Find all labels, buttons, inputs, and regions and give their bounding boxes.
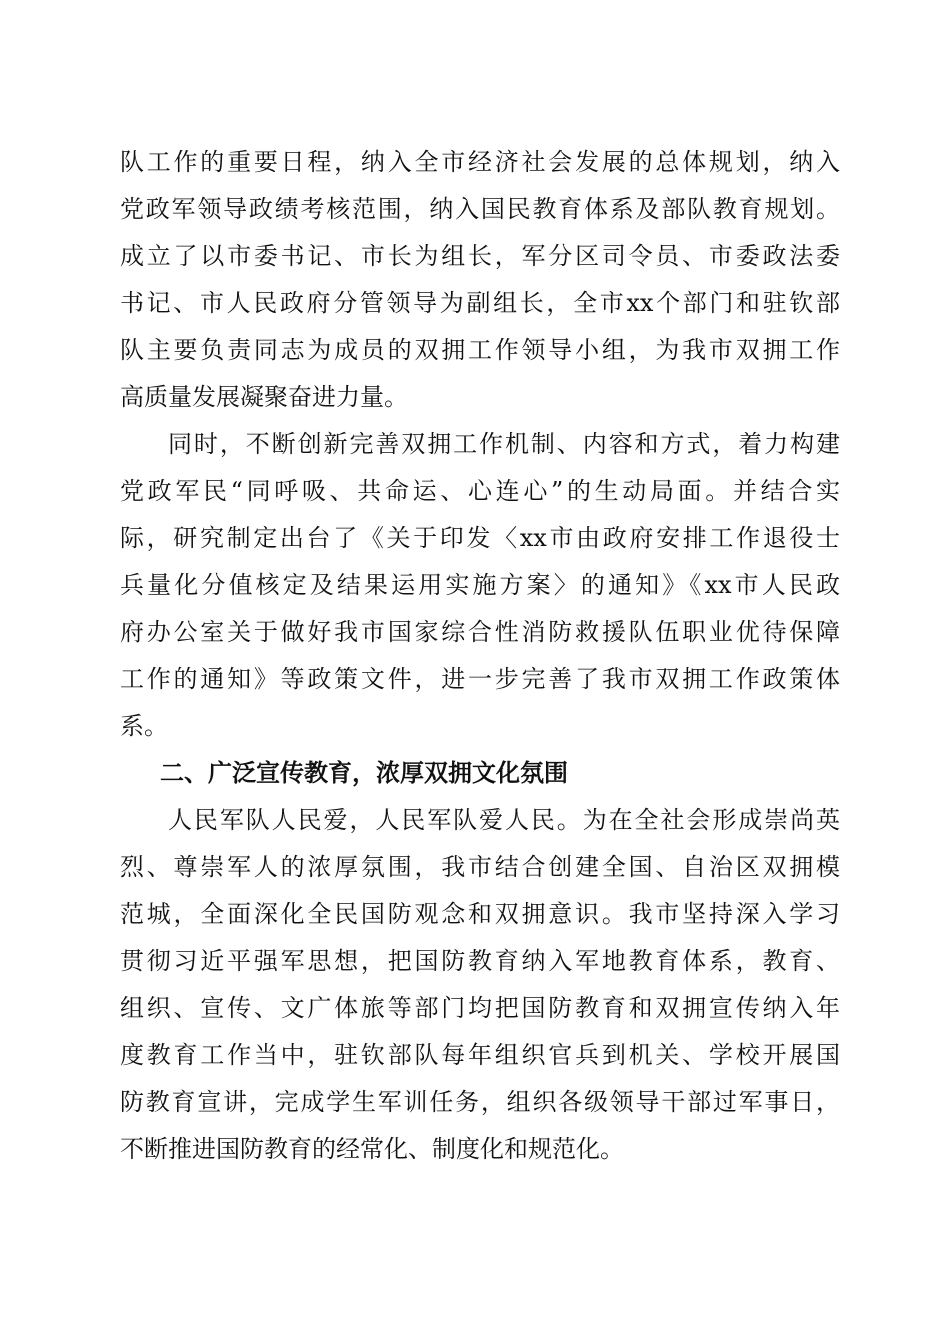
paragraph2-line-3: 际，研究制定出台了《关于印发〈xx市由政府安排工作退役士 bbox=[120, 524, 840, 552]
paragraph3-line-3: 范城，全面深化全民国防观念和双拥意识。我市坚持深入学习 bbox=[120, 900, 840, 928]
paragraph3-line-1: 人民军队人民爱，人民军队爱人民。为在全社会形成崇尚英 bbox=[168, 806, 840, 834]
paragraph2-line-6: 工作的通知》等政策文件，进一步完善了我市双拥工作政策体 bbox=[120, 665, 840, 693]
paragraph2-line-2: 党政军民“同呼吸、共命运、心连心”的生动局面。并结合实 bbox=[120, 477, 840, 505]
paragraph1-line-5: 队主要负责同志为成员的双拥工作领导小组，为我市双拥工作 bbox=[120, 336, 840, 364]
paragraph1-line-4: 书记、市人民政府分管领导为副组长，全市xx个部门和驻钦部 bbox=[120, 289, 840, 317]
paragraph1-line-1: 队工作的重要日程，纳入全市经济社会发展的总体规划，纳入 bbox=[120, 148, 840, 176]
paragraph2-line-7: 系。 bbox=[120, 712, 168, 740]
paragraph3-line-2: 烈、尊崇军人的浓厚氛围，我市结合创建全国、自治区双拥模 bbox=[120, 853, 840, 881]
paragraph1-line-3: 成立了以市委书记、市长为组长，军分区司令员、市委政法委 bbox=[120, 242, 840, 270]
paragraph2-line-1: 同时，不断创新完善双拥工作机制、内容和方式，着力构建 bbox=[168, 430, 840, 458]
section-heading: 二、广泛宣传教育，浓厚双拥文化氛围 bbox=[160, 759, 568, 787]
paragraph3-line-6: 度教育工作当中，驻钦部队每年组织官兵到机关、学校开展国 bbox=[120, 1041, 840, 1069]
paragraph2-line-5: 府办公室关于做好我市国家综合性消防救援队伍职业优待保障 bbox=[120, 618, 840, 646]
paragraph1-line-2: 党政军领导政绩考核范围，纳入国民教育体系及部队教育规划。 bbox=[120, 195, 840, 223]
paragraph3-line-7: 防教育宣讲，完成学生军训任务，组织各级领导干部过军事日， bbox=[120, 1088, 840, 1116]
paragraph3-line-5: 组织、宣传、文广体旅等部门均把国防教育和双拥宣传纳入年 bbox=[120, 994, 840, 1022]
paragraph3-line-4: 贯彻习近平强军思想，把国防教育纳入军地教育体系，教育、 bbox=[120, 947, 840, 975]
paragraph3-line-8: 不断推进国防教育的经常化、制度化和规范化。 bbox=[120, 1135, 624, 1163]
paragraph1-line-6: 高质量发展凝聚奋进力量。 bbox=[120, 383, 408, 411]
paragraph2-line-4: 兵量化分值核定及结果运用实施方案〉的通知》《xx市人民政 bbox=[120, 571, 840, 599]
